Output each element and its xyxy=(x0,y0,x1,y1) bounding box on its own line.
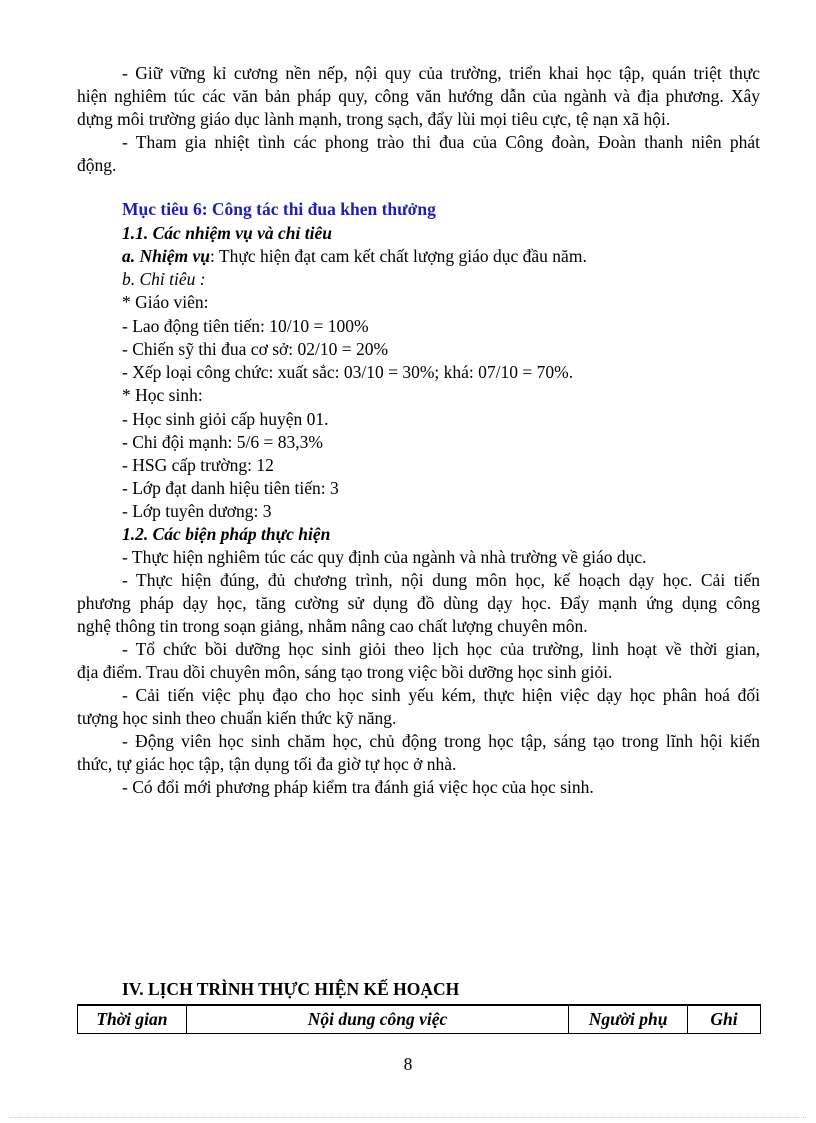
page-bottom-divider xyxy=(10,1117,806,1118)
measure-line: - Thực hiện nghiêm túc các quy định của ngành và nhà trường về giáo dục. xyxy=(122,547,647,567)
section-1-2-heading: 1.2. Các biện pháp thực hiện xyxy=(122,524,331,544)
header-cell-person: Người phụ xyxy=(569,1005,688,1034)
teacher-item: - Xếp loại công chức: xuất sắc: 03/10 = 30%; khá: 07/10 = 70%. xyxy=(122,362,574,382)
student-item: - Chi đội mạnh: 5/6 = 83,3% xyxy=(122,432,323,452)
paragraph-line: hiện nghiêm túc các văn bản pháp quy, công văn hướng dẫn của ngành và địa phương. Xây xyxy=(77,86,760,106)
measure-line: phương pháp dạy học, tăng cường sử dụng đồ dùng dạy học. Đẩy mạnh ứng dụng công xyxy=(77,593,760,613)
paragraph-line: - Tham gia nhiệt tình các phong trào thi đua của Công đoàn, Đoàn thanh niên phát xyxy=(122,132,760,152)
section-iv-heading: IV. LỊCH TRÌNH THỰC HIỆN KẾ HOẠCH xyxy=(122,979,460,999)
paragraph-line: dựng môi trường giáo dục lành mạnh, trong sạch, đẩy lùi mọi tiêu cực, tệ nạn xã hội. xyxy=(77,109,671,129)
paragraph-line: - Giữ vững kỉ cương nền nếp, nội quy của trường, triển khai học tập, quán triệt thực xyxy=(122,63,760,83)
target-label: b. Chỉ tiêu : xyxy=(122,269,206,289)
task-text: : Thực hiện đạt cam kết chất lượng giáo dục đầu năm. xyxy=(210,246,587,266)
student-item: - Học sinh giỏi cấp huyện 01. xyxy=(122,409,329,429)
measure-line: - Động viên học sinh chăm học, chủ động trong học tập, sáng tạo trong lĩnh hội kiến xyxy=(122,731,760,751)
teachers-label: * Giáo viên: xyxy=(122,292,209,312)
measure-line: tượng học sinh theo chuẩn kiến thức kỹ năng. xyxy=(77,708,397,728)
header-cell-note: Ghi xyxy=(688,1005,761,1034)
measure-line: địa điểm. Trau dồi chuyên môn, sáng tạo trong việc bồi dưỡng học sinh giỏi. xyxy=(77,662,613,682)
paragraph-line: động. xyxy=(77,155,117,175)
measure-line: - Cải tiến việc phụ đạo cho học sinh yếu kém, thực hiện việc dạy học phân hoá đối xyxy=(122,685,760,705)
measure-line: thức, tự giác học tập, tận dụng tối đa giờ tự học ở nhà. xyxy=(77,754,457,774)
schedule-table xyxy=(77,1004,761,1034)
student-item: - Lớp tuyên dương: 3 xyxy=(122,501,272,521)
students-label: * Học sinh: xyxy=(122,385,203,405)
header-cell-time: Thời gian xyxy=(78,1005,187,1034)
measure-line: - Tổ chức bồi dưỡng học sinh giỏi theo lịch học của trường, linh hoạt về thời gian, xyxy=(122,639,760,659)
teacher-item: - Chiến sỹ thi đua cơ sở: 02/10 = 20% xyxy=(122,339,389,359)
section-1-1-heading: 1.1. Các nhiệm vụ và chỉ tiêu xyxy=(122,223,332,243)
task-label: a. Nhiệm vụ xyxy=(122,246,210,266)
task-line xyxy=(122,245,760,268)
student-item: - HSG cấp trường: 12 xyxy=(122,455,274,475)
measure-line: - Có đổi mới phương pháp kiểm tra đánh giá việc học của học sinh. xyxy=(122,777,594,797)
goal-6-heading: Mục tiêu 6: Công tác thi đua khen thưởng xyxy=(122,199,436,219)
measure-line: - Thực hiện đúng, đủ chương trình, nội dung môn học, kế hoạch dạy học. Cải tiến xyxy=(122,570,760,590)
student-item: - Lớp đạt danh hiệu tiên tiến: 3 xyxy=(122,478,339,498)
measure-line: nghệ thông tin trong soạn giảng, nhằm nâng cao chất lượng chuyên môn. xyxy=(77,616,588,636)
table-header-row xyxy=(78,1005,761,1034)
header-cell-content: Nội dung công việc xyxy=(186,1005,568,1034)
page-number: 8 xyxy=(403,1054,413,1074)
teacher-item: - Lao động tiên tiến: 10/10 = 100% xyxy=(122,316,369,336)
